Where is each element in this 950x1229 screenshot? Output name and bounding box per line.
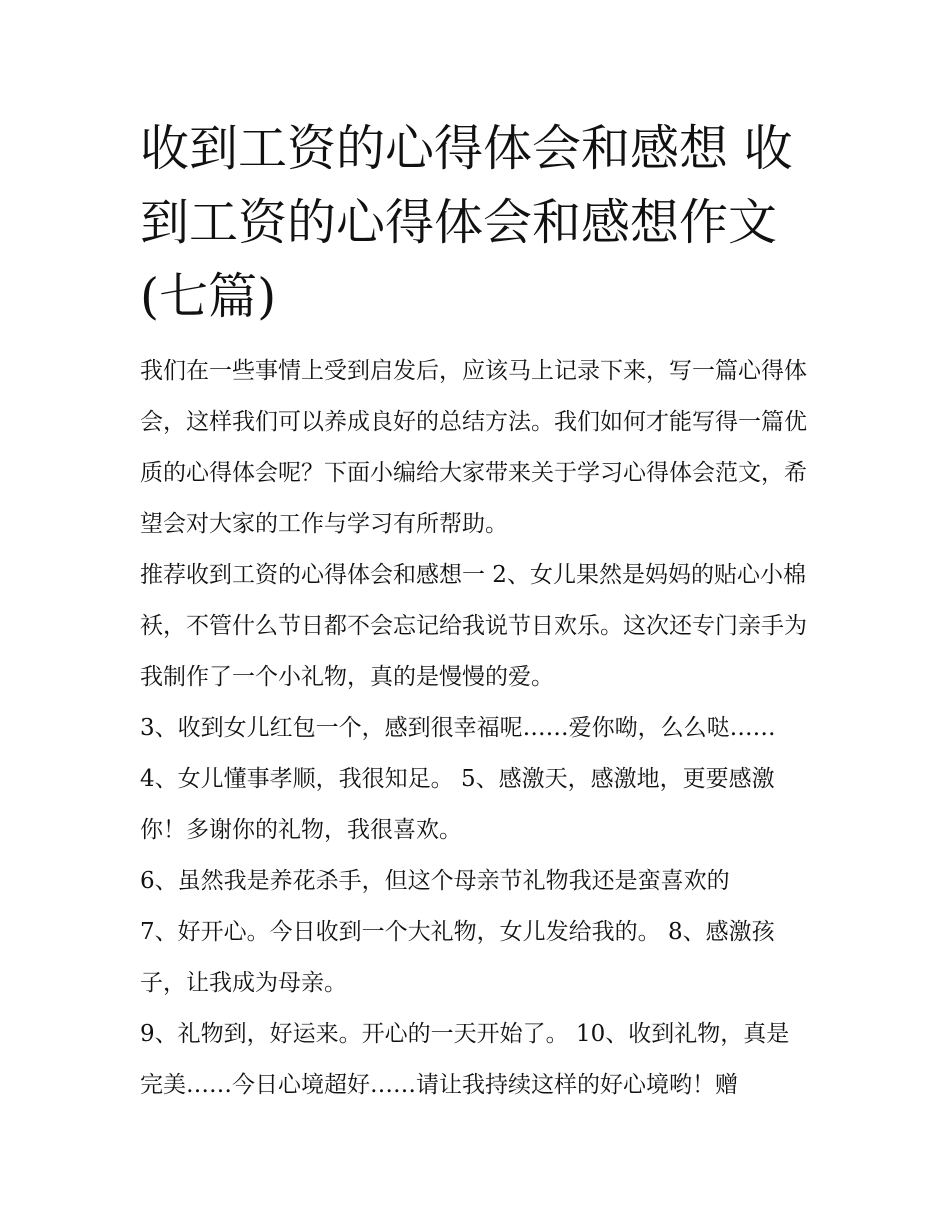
document-title: 收到工资的心得体会和感想 收到工资的心得体会和感想作文(七篇): [140, 120, 793, 325]
paragraph-1: 推荐收到工资的心得体会和感想一 2、女儿果然是妈妈的贴心小棉袄，不管什么节日都不会忘记给我说节日欢乐。这次还专门亲手为我制作了一个小礼物，真的是慢慢的爱。: [140, 562, 807, 690]
paragraph-4: 6、虽然我是养花杀手，但这个母亲节礼物我还是蛮喜欢的: [140, 868, 730, 894]
document-content: [140, 112, 812, 1111]
paragraph-5: 7、好开心。今日收到一个大礼物，女儿发给我的。 8、感激孩子，让我成为母亲。: [140, 919, 775, 996]
paragraph-intro: 我们在一些事情上受到启发后，应该马上记录下来，写一篇心得体会，这样我们可以养成良好的总结方法。我们如何才能写得一篇优质的心得体会呢？下面小编给大家带来关于学习心得体会范文，希望会对大家的工作与学习有所帮助。: [140, 358, 807, 537]
paragraph-6: 9、礼物到，好运来。开心的一天开始了。 10、收到礼物，真是完美……今日心境超好……请让我持续这样的好心境哟！赠: [140, 1021, 790, 1098]
paragraph-3: 4、女儿懂事孝顺，我很知足。 5、感激天，感激地，更要感激你！多谢你的礼物，我很喜欢。: [140, 766, 775, 843]
paragraph-2: 3、收到女儿红包一个，感到很幸福呢……爱你呦，么么哒……: [140, 715, 776, 741]
